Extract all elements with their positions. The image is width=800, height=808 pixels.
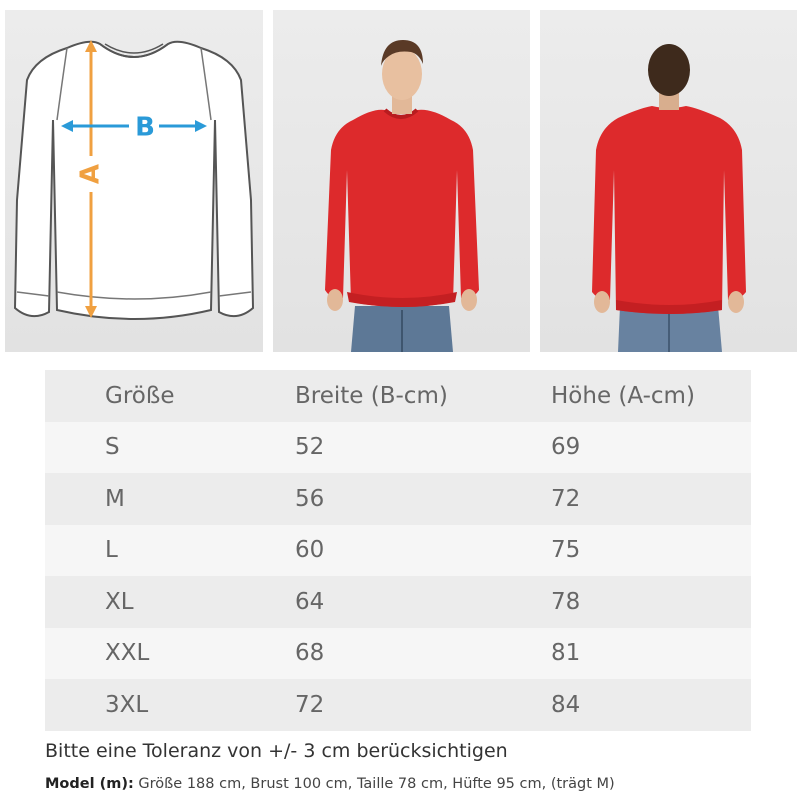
- cell-height: 75: [551, 525, 751, 577]
- table-row: [45, 473, 751, 525]
- size-table: [45, 370, 751, 731]
- cell-width: 52: [295, 422, 551, 474]
- table-row: [45, 679, 751, 731]
- table-row: [45, 576, 751, 628]
- cell-width: 64: [295, 576, 551, 628]
- cell-width: 60: [295, 525, 551, 577]
- header-height: Höhe (A-cm): [551, 370, 751, 422]
- cell-size: M: [45, 473, 295, 525]
- model-back-icon: [540, 10, 797, 352]
- size-diagram-panel: [5, 10, 263, 352]
- model-label: Model (m):: [45, 776, 134, 792]
- cell-size: 3XL: [45, 679, 295, 731]
- cell-size: S: [45, 422, 295, 474]
- cell-size: XL: [45, 576, 295, 628]
- cell-size: XXL: [45, 628, 295, 680]
- model-back-photo: [540, 10, 797, 352]
- model-details: Größe 188 cm, Brust 100 cm, Taille 78 cm, Hüfte 95 cm, (trägt M): [133, 776, 615, 792]
- cell-height: 78: [551, 576, 751, 628]
- cell-height: 69: [551, 422, 751, 474]
- cell-height: 84: [551, 679, 751, 731]
- table-row: [45, 525, 751, 577]
- header-size: Größe: [45, 370, 295, 422]
- cell-width: 68: [295, 628, 551, 680]
- table-row: [45, 628, 751, 680]
- cell-width: 56: [295, 473, 551, 525]
- cell-height: 72: [551, 473, 751, 525]
- model-front-photo: [273, 10, 530, 352]
- cell-height: 81: [551, 628, 751, 680]
- measure-a-label: A: [75, 163, 106, 185]
- cell-size: L: [45, 525, 295, 577]
- model-info: [45, 776, 615, 792]
- model-front-icon: [273, 10, 530, 352]
- tolerance-note: Bitte eine Toleranz von +/- 3 cm berücksichtigen: [45, 740, 508, 762]
- header-width: Breite (B-cm): [295, 370, 551, 422]
- table-header-row: [45, 370, 751, 422]
- table-row: [45, 422, 751, 474]
- sweatshirt-outline-icon: [5, 10, 263, 352]
- measure-b-label: B: [135, 112, 155, 143]
- cell-width: 72: [295, 679, 551, 731]
